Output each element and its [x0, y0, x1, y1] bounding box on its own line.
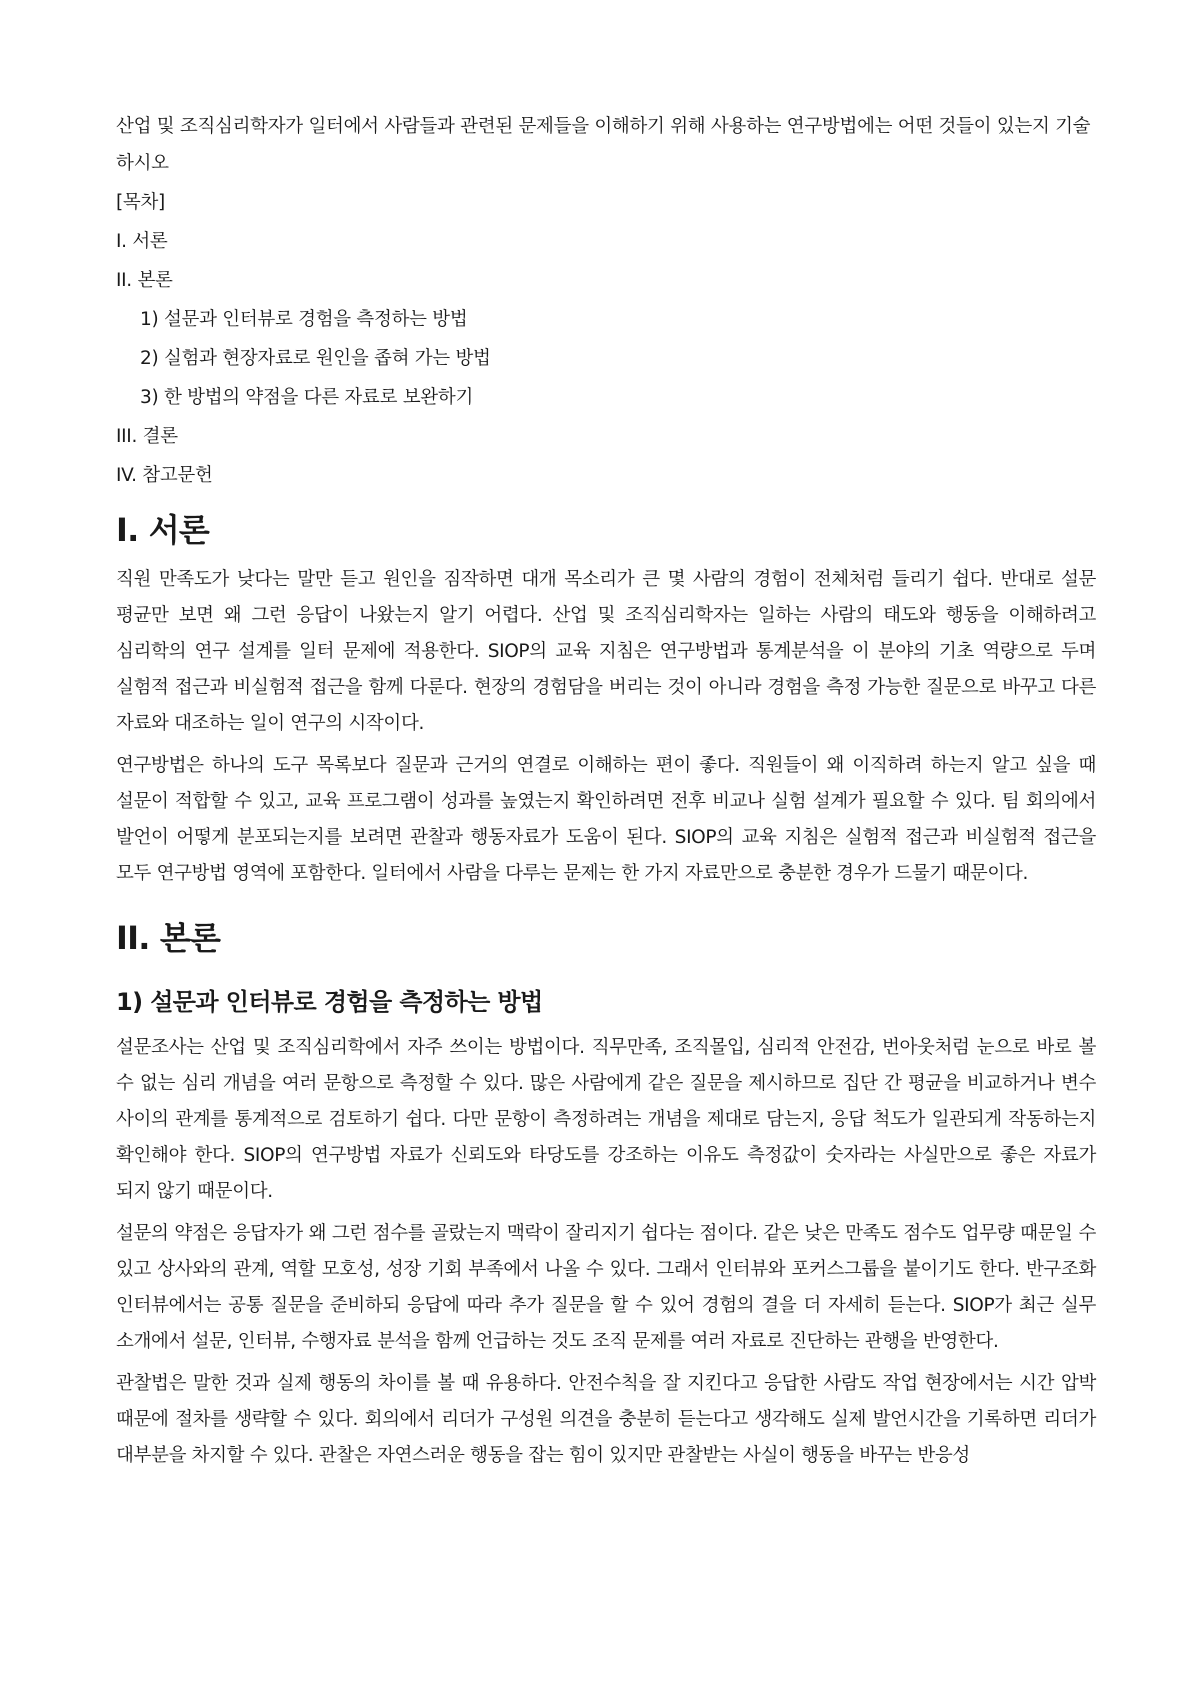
section-1-paragraph-1: 설문조사는 산업 및 조직심리학에서 자주 쓰이는 방법이다. 직무만족, 조직몰입, 심리적 안전감, 번아웃처럼 눈으로 바로 볼 수 없는 심리 개념을 여러 문항으로 측정할 수 있다. 많은 사람에게 같은 질문을 제시하므로 집단 간 평균을 비교하거나 변수 사이의 관계를 통계적으로 검토하기 쉽다. 다만 문항이 측정하려는 개념을 제대로 담는지, 응답 척도가 일관되게 작동하는지 확인해야 한다. SIOP의 연구방법 자료가 신뢰도와 타당도를 강조하는 이유도 측정값이 숫자라는 사실만으로 좋은 자료가 되지 않기 때문이다. — [116, 1037, 1096, 1202]
toc-item-intro: I. 서론 — [116, 231, 168, 252]
toc-item-references: IV. 참고문헌 — [116, 465, 213, 486]
toc-item-body: II. 본론 — [116, 270, 173, 291]
table-of-contents — [116, 190, 1096, 488]
section-1-paragraph-3: 관찰법은 말한 것과 실제 행동의 차이를 볼 때 유용하다. 안전수칙을 잘 지킨다고 응답한 사람도 작업 현장에서는 시간 압박 때문에 절차를 생략할 수 있다. 회의에서 리더가 구성원 의견을 충분히 듣는다고 생각해도 실제 발언시간을 기록하면 리더가 대부분을 차지할 수 있다. 관찰은 자연스러운 행동을 잡는 힘이 있지만 관찰받는 사실이 행동을 바꾸는 반응성 — [116, 1373, 1096, 1466]
section-1-heading: 1) 설문과 인터뷰로 경험을 측정하는 방법 — [116, 988, 543, 1016]
body-heading: II. 본론 — [116, 919, 221, 957]
toc-item-body-1: 1) 설문과 인터뷰로 경험을 측정하는 방법 — [140, 309, 468, 330]
toc-heading: [목차] — [116, 192, 165, 213]
intro-heading: I. 서론 — [116, 511, 210, 549]
toc-item-body-3: 3) 한 방법의 약점을 다른 자료로 보완하기 — [140, 387, 474, 408]
toc-item-body-2: 2) 실험과 현장자료로 원인을 좁혀 가는 방법 — [140, 348, 491, 369]
section-1-paragraph-2: 설문의 약점은 응답자가 왜 그런 점수를 골랐는지 맥락이 잘리지기 쉽다는 점이다. 같은 낮은 만족도 점수도 업무량 때문일 수 있고 상사와의 관계, 역할 모호성, 성장 기회 부족에서 나올 수 있다. 그래서 인터뷰와 포커스그룹을 붙이기도 한다. 반구조화 인터뷰에서는 공통 질문을 준비하되 응답에 따라 추가 질문을 할 수 있어 경험의 결을 더 자세히 듣는다. SIOP가 최근 실무 소개에서 설문, 인터뷰, 수행자료 분석을 함께 언급하는 것도 조직 문제를 여러 자료로 진단하는 관행을 반영한다. — [116, 1223, 1096, 1352]
intro-paragraph-1: 직원 만족도가 낮다는 말만 듣고 원인을 짐작하면 대개 목소리가 큰 몇 사람의 경험이 전체처럼 들리기 쉽다. 반대로 설문 평균만 보면 왜 그런 응답이 나왔는지 알기 어렵다. 산업 및 조직심리학자는 일하는 사람의 태도와 행동을 이해하려고 심리학의 연구 설계를 일터 문제에 적용한다. SIOP의 교육 지침은 연구방법과 통계분석을 이 분야의 기초 역량으로 두며 실험적 접근과 비실험적 접근을 함께 다룬다. 현장의 경험담을 버리는 것이 아니라 경험을 측정 가능한 질문으로 바꾸고 다른 자료와 대조하는 일이 연구의 시작이다. — [116, 569, 1096, 734]
intro-paragraph-2: 연구방법은 하나의 도구 목록보다 질문과 근거의 연결로 이해하는 편이 좋다. 직원들이 왜 이직하려 하는지 알고 싶을 때 설문이 적합할 수 있고, 교육 프로그램이 성과를 높였는지 확인하려면 전후 비교나 실험 설계가 필요할 수 있다. 팀 회의에서 발언이 어떻게 분포되는지를 보려면 관찰과 행동자료가 도움이 된다. SIOP의 교육 지침은 실험적 접근과 비실험적 접근을 모두 연구방법 영역에 포함한다. 일터에서 사람을 다루는 문제는 한 가지 자료만으로 충분한 경우가 드물기 때문이다. — [116, 755, 1096, 884]
toc-item-conclusion: III. 결론 — [116, 426, 178, 447]
assignment-title: 산업 및 조직심리학자가 일터에서 사람들과 관련된 문제들을 이해하기 위해 사용하는 연구방법에는 어떤 것들이 있는지 기술하시오 — [116, 116, 1091, 174]
document-page — [116, 108, 1096, 1480]
